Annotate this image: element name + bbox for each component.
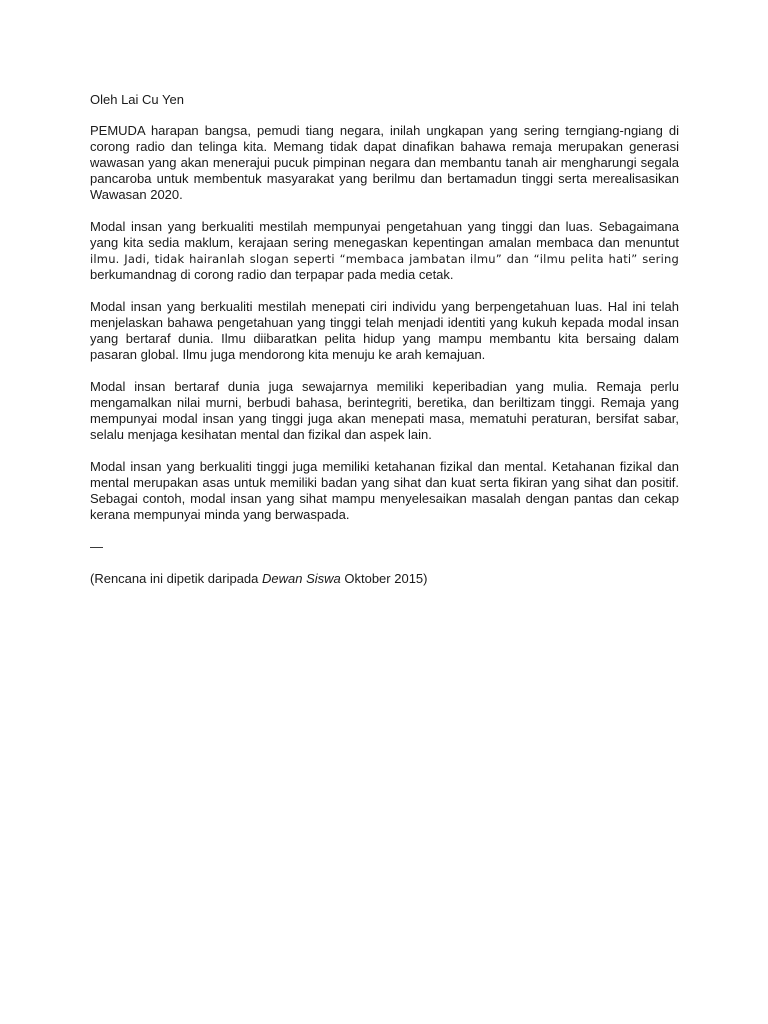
source-publication: Dewan Siswa <box>262 571 341 586</box>
byline: Oleh Lai Cu Yen <box>90 92 184 107</box>
source-note <box>90 571 679 587</box>
paragraph-2 <box>90 219 679 283</box>
paragraph-2-part-b: ilmu. Jadi, tidak hairanlah slogan seperti “membaca jambatan ilmu” dan “ilmu pelita hati” sering <box>90 252 679 266</box>
article-body <box>90 92 679 587</box>
paragraph-3: Modal insan yang berkualiti mestilah menepati ciri individu yang berpengetahuan luas. Hal ini telah menjelaskan bahawa pengetahuan yang tinggi telah menjadi identiti yang kukuh kepada modal insan yang bertaraf dunia. Ilmu diibaratkan pelita hidup yang mampu membantu kita bersaing dalam pasaran global. Ilmu juga mendorong kita menuju ke arah kemajuan. <box>90 299 679 362</box>
paragraph-4: Modal insan bertaraf dunia juga sewajarnya memiliki keperibadian yang mulia. Remaja perlu mengamalkan nilai murni, berbudi bahasa, berintegriti, beretika, dan beriltizam tinggi. Remaja yang mempunyai modal insan yang tinggi juga akan menepati masa, mematuhi peraturan, bersifat sabar, selalu menjaga kesihatan mental dan fizikal dan aspek lain. <box>90 379 679 442</box>
paragraph-5: Modal insan yang berkualiti tinggi juga memiliki ketahanan fizikal dan mental. Ketahanan fizikal dan mental merupakan asas untuk memiliki badan yang sihat dan kuat serta fikiran yang sihat dan positif. Sebagai contoh, modal insan yang sihat mampu menyelesaikan masalah dengan pantas dan cekap kerana mempunyai minda yang berwaspada. <box>90 459 679 522</box>
source-suffix: Oktober 2015) <box>340 571 428 586</box>
paragraph-1: PEMUDA harapan bangsa, pemudi tiang negara, inilah ungkapan yang sering terngiang-ngiang di corong radio dan telinga kita. Memang tidak dapat dinafikan bahawa remaja merupakan generasi wawasan yang akan menerajui pucuk pimpinan negara dan membantu tanah air mengharungi segala pancaroba untuk membentuk masyarakat yang berilmu dan bertamadun tinggi serta merealisasikan Wawasan 2020. <box>90 123 679 202</box>
source-prefix: (Rencana ini dipetik daripada <box>90 571 262 586</box>
paragraph-2-part-a: Modal insan yang berkualiti mestilah mempunyai pengetahuan yang tinggi dan luas. Sebagaimana yang kita sedia maklum, kerajaan sering menegaskan kepentingan amalan membaca dan menuntut <box>90 219 679 250</box>
separator-dash: — <box>90 539 103 554</box>
paragraph-2-part-c: berkumandnag di corong radio dan terpapar pada media cetak. <box>90 267 454 282</box>
